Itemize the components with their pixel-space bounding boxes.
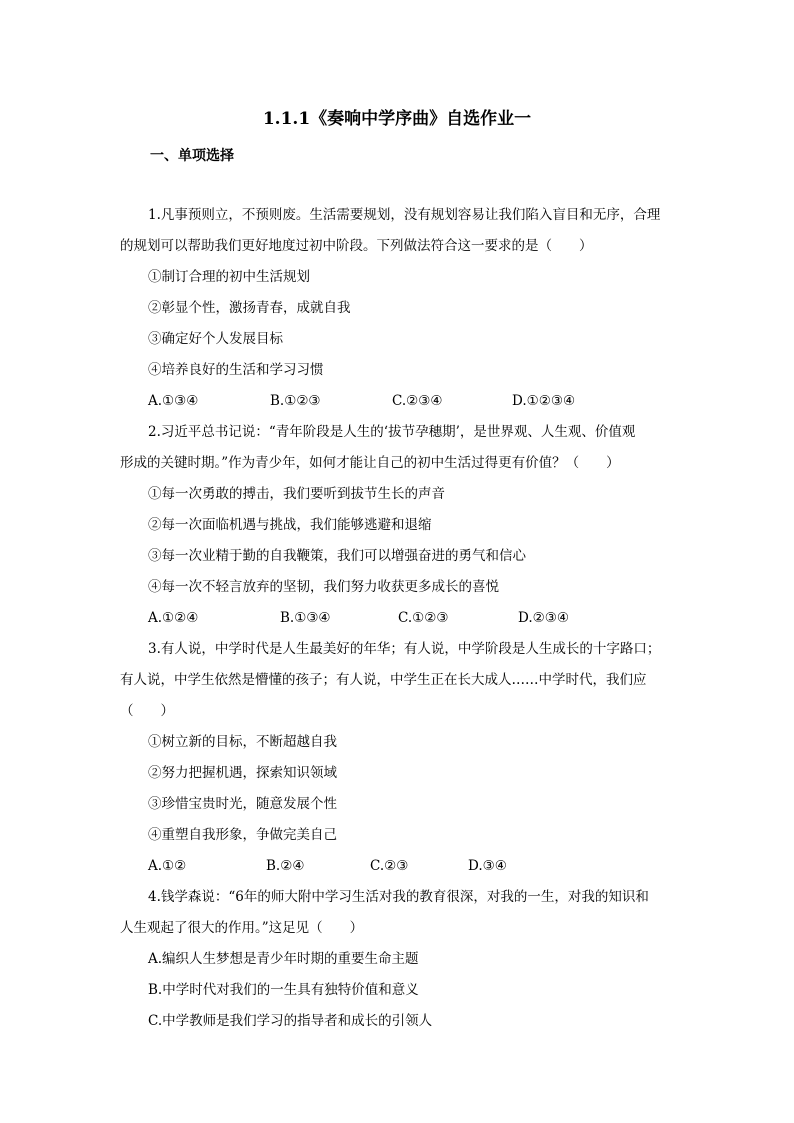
section-heading: 一、单项选择	[150, 148, 234, 164]
question-2-line-2: 形成的关键时期。”作为青少年，如何才能让自己的初中生活过得更有价值？（ ）	[120, 455, 620, 471]
question-1-choice-a: A.①③④	[148, 393, 199, 409]
question-1-item-1: ①制订合理的初中生活规划	[148, 269, 310, 285]
question-3-line-3: （ ）	[120, 703, 174, 719]
question-2-line-1: 2.习近平总书记说：“青年阶段是人生的‘拔节孕穗期’，是世界观、人生观、价值观	[148, 424, 636, 440]
question-1-choice-c: C.②③④	[392, 393, 443, 409]
question-2-choice-b: B.①③④	[280, 610, 331, 626]
question-1-item-2: ②彰显个性，激扬青春，成就自我	[148, 300, 351, 316]
question-4-option-a: A.编织人生梦想是青少年时期的重要生命主题	[148, 951, 419, 967]
question-1-item-3: ③确定好个人发展目标	[148, 331, 283, 347]
question-1-choice-b: B.①②③	[270, 393, 321, 409]
question-2-choice-c: C.①②③	[398, 610, 449, 626]
question-1-item-4: ④培养良好的生活和学习习惯	[148, 362, 324, 378]
question-3-choice-c: C.②③	[370, 858, 409, 874]
question-1-line-1: 1.凡事预则立，不预则废。生活需要规划，没有规划容易让我们陷入盲目和无序，合理	[148, 207, 661, 223]
question-2-item-3: ③每一次业精于勤的自我鞭策，我们可以增强奋进的勇气和信心	[148, 548, 526, 564]
question-3-item-2: ②努力把握机遇，探索知识领域	[148, 765, 337, 781]
page-title: 1.1.1《奏响中学序曲》自选作业一	[262, 109, 532, 129]
question-4-line-2: 人生观起了很大的作用。”这足见（ ）	[120, 920, 364, 936]
question-1-line-2: 的规划可以帮助我们更好地度过初中阶段。下列做法符合这一要求的是（ ）	[120, 238, 593, 254]
question-2-item-2: ②每一次面临机遇与挑战，我们能够逃避和退缩	[148, 517, 432, 533]
question-2-choice-a: A.①②④	[148, 610, 199, 626]
question-2-item-1: ①每一次勇敢的搏击，我们要听到拔节生长的声音	[148, 486, 445, 502]
question-3-choice-b: B.②④	[266, 858, 305, 874]
question-2-item-4: ④每一次不轻言放弃的坚韧，我们努力收获更多成长的喜悦	[148, 579, 499, 595]
question-3-item-3: ③珍惜宝贵时光，随意发展个性	[148, 796, 337, 812]
question-2-choice-d: D.②③④	[518, 610, 569, 626]
question-4-line-1: 4.钱学森说：“6年的师大附中学习生活对我的教育很深，对我的一生，对我的知识和	[148, 889, 649, 905]
question-3-line-2: 有人说，中学生依然是懵懂的孩子；有人说，中学生正在长大成人……中学时代，我们应	[120, 672, 647, 688]
question-4-option-c: C.中学教师是我们学习的指导者和成长的引领人	[148, 1013, 433, 1029]
question-3-line-1: 3.有人说，中学时代是人生最美好的年华；有人说，中学阶段是人生成长的十字路口；	[148, 641, 661, 657]
question-3-item-4: ④重塑自我形象，争做完美自己	[148, 827, 337, 843]
question-3-choice-a: A.①②	[148, 858, 187, 874]
question-1-choice-d: D.①②③④	[512, 393, 576, 409]
question-4-option-b: B.中学时代对我们的一生具有独特价值和意义	[148, 982, 419, 998]
question-3-choice-d: D.③④	[468, 858, 507, 874]
question-3-item-1: ①树立新的目标，不断超越自我	[148, 734, 337, 750]
